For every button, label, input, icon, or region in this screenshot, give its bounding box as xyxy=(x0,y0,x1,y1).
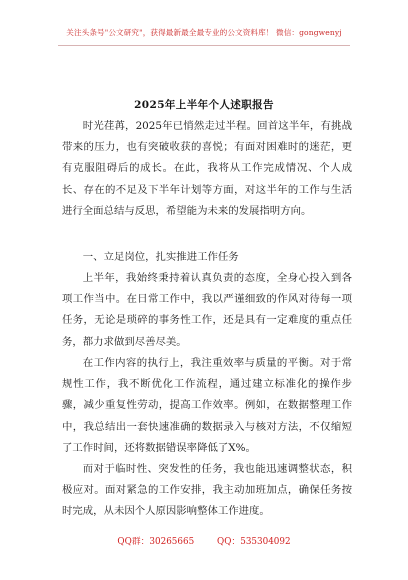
footer-contact xyxy=(0,534,408,547)
header-divider xyxy=(58,45,350,46)
footer-qq-group: QQ群：30265665 xyxy=(117,537,195,547)
footer-qq-number: QQ：535304092 xyxy=(217,537,291,547)
section-heading: 一、立足岗位，扎实推进工作任务 xyxy=(82,251,239,263)
section-paragraph-1: 上半年，我始终秉持着认真负责的态度，全身心投入到各项工作当中。在日常工作中，我以严谨细致的作风对待每一项任务，无论是琐碎的事务性工作，还是具有一定难度的重点任务，都力求做到尽善尽美。 xyxy=(62,272,352,348)
section-paragraph-3: 而对于临时性、突发性的任务，我也能迅速调整状态，积极应对。面对紧急的工作安排，我主动加班加点，确保任务按时完成，从未因个人原因影响整体工作进度。 xyxy=(62,463,352,518)
header-banner: 关注头条号"公文研究"，获得最新最全最专业的公文资料库！ 微信：gongwenyj xyxy=(66,28,342,37)
section-paragraph-2: 在工作内容的执行上，我注重效率与质量的平衡。对于常规性工作，我不断优化工作流程，通过建立标准化的操作步骤，减少重复性劳动，提高工作效率。例如，在数据整理工作中，我总结出一套快速准确的数据录入与核对方法，不仅缩短了工作时间，还将数据错误率降低了X%。 xyxy=(62,357,352,454)
intro-paragraph: 时光荏苒，2025年已悄然走过半程。回首这半年，有挑战带来的压力，也有突破收获的喜悦；有面对困难时的迷茫，更有克服阻碍后的成长。在此，我将从工作完成情况、个人成长、存在的不足及下半年计划等方面，对这半年的工作与生活进行全面总结与反思，希望能为未来的发展指明方向。 xyxy=(62,120,352,217)
document-title: 2025年上半年个人述职报告 xyxy=(134,99,274,111)
